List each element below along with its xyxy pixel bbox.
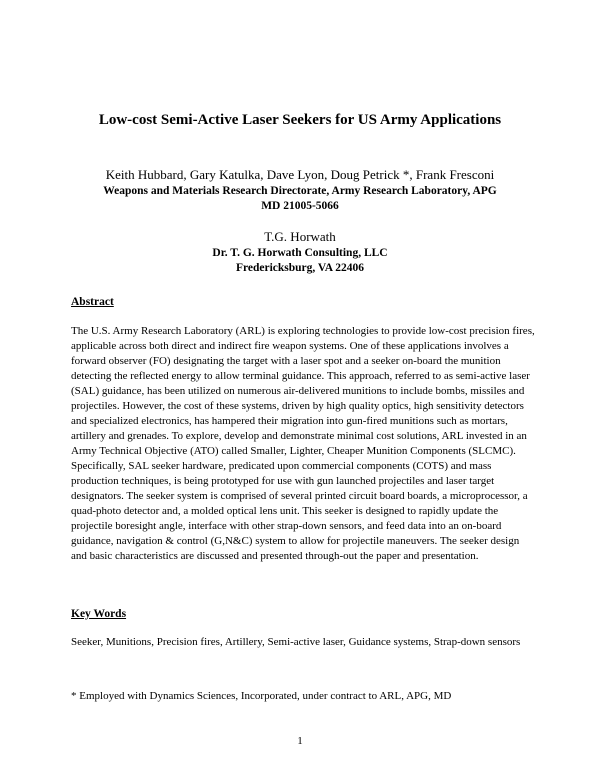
authors-line: Keith Hubbard, Gary Katulka, Dave Lyon, Doug Petrick *, Frank Fresconi bbox=[105, 167, 495, 182]
affiliation-1-line-1: Weapons and Materials Research Directorate, Army Research Laboratory, APG bbox=[103, 185, 497, 197]
affiliation-2-line-1: Dr. T. G. Horwath Consulting, LLC bbox=[212, 247, 388, 259]
keywords-heading: Key Words bbox=[71, 608, 127, 620]
affiliation-1 bbox=[100, 184, 500, 214]
page-number: 1 bbox=[297, 735, 303, 747]
affiliation-1-line-2: MD 21005-5066 bbox=[261, 200, 339, 212]
affiliation-2-line-2: Fredericksburg, VA 22406 bbox=[235, 262, 365, 274]
author-2: T.G. Horwath bbox=[264, 229, 336, 244]
abstract-heading: Abstract bbox=[71, 296, 114, 308]
keywords-text: Seeker, Munitions, Precision fires, Artillery, Semi-active laser, Guidance systems, Strap-down sensors bbox=[71, 636, 521, 648]
paper-title: Low-cost Semi-Active Laser Seekers for US Army Applications bbox=[98, 112, 502, 128]
footnote: * Employed with Dynamics Sciences, Incorporated, under contract to ARL, APG, MD bbox=[71, 690, 452, 702]
abstract-text: The U.S. Army Research Laboratory (ARL) is exploring technologies to provide low-cost precision fires, applicable across both direct and indirect fire weapon systems. One of these applications involves a forward observer (FO) designating the target with a laser spot and a seeker on-board the munition detecting the reflected energy to allow terminal guidance. This approach, referred to as semi-active laser (SAL) guidance, has been utilized on numerous air-delivered munitions to include bombs, missiles and projectiles. However, the cost of these systems, driven by high quality optics, high sensitivity detectors and specialized electronics, has hampered their migration into gun-fired munitions such as mortars, artillery and grenades. To explore, develop and demonstrate minimal cost solutions, ARL invested in an Army Technical Objective (ATO) called Smaller, Lighter, Cheaper Munition Components (SLCMC). Specifically, SAL seeker hardware, predicated upon commercial components (COTS) and mass production techniques, is being prototyped for use with gun launched projectiles and laser target designators. The seeker system is comprised of several printed circuit board boards, a microprocessor, a quad-photo detector and, a molded optical lens unit. This seeker is designed to rapidly update the projectile boresight angle, interface with other strap-down sensors, and feed data into an on-board guidance, navigation & control (G,N&C) system to allow for projectile maneuvers. The seeker design and basic characteristics are discussed and presented through-out the paper and presentation. bbox=[71, 325, 535, 562]
affiliation-2 bbox=[100, 246, 500, 276]
